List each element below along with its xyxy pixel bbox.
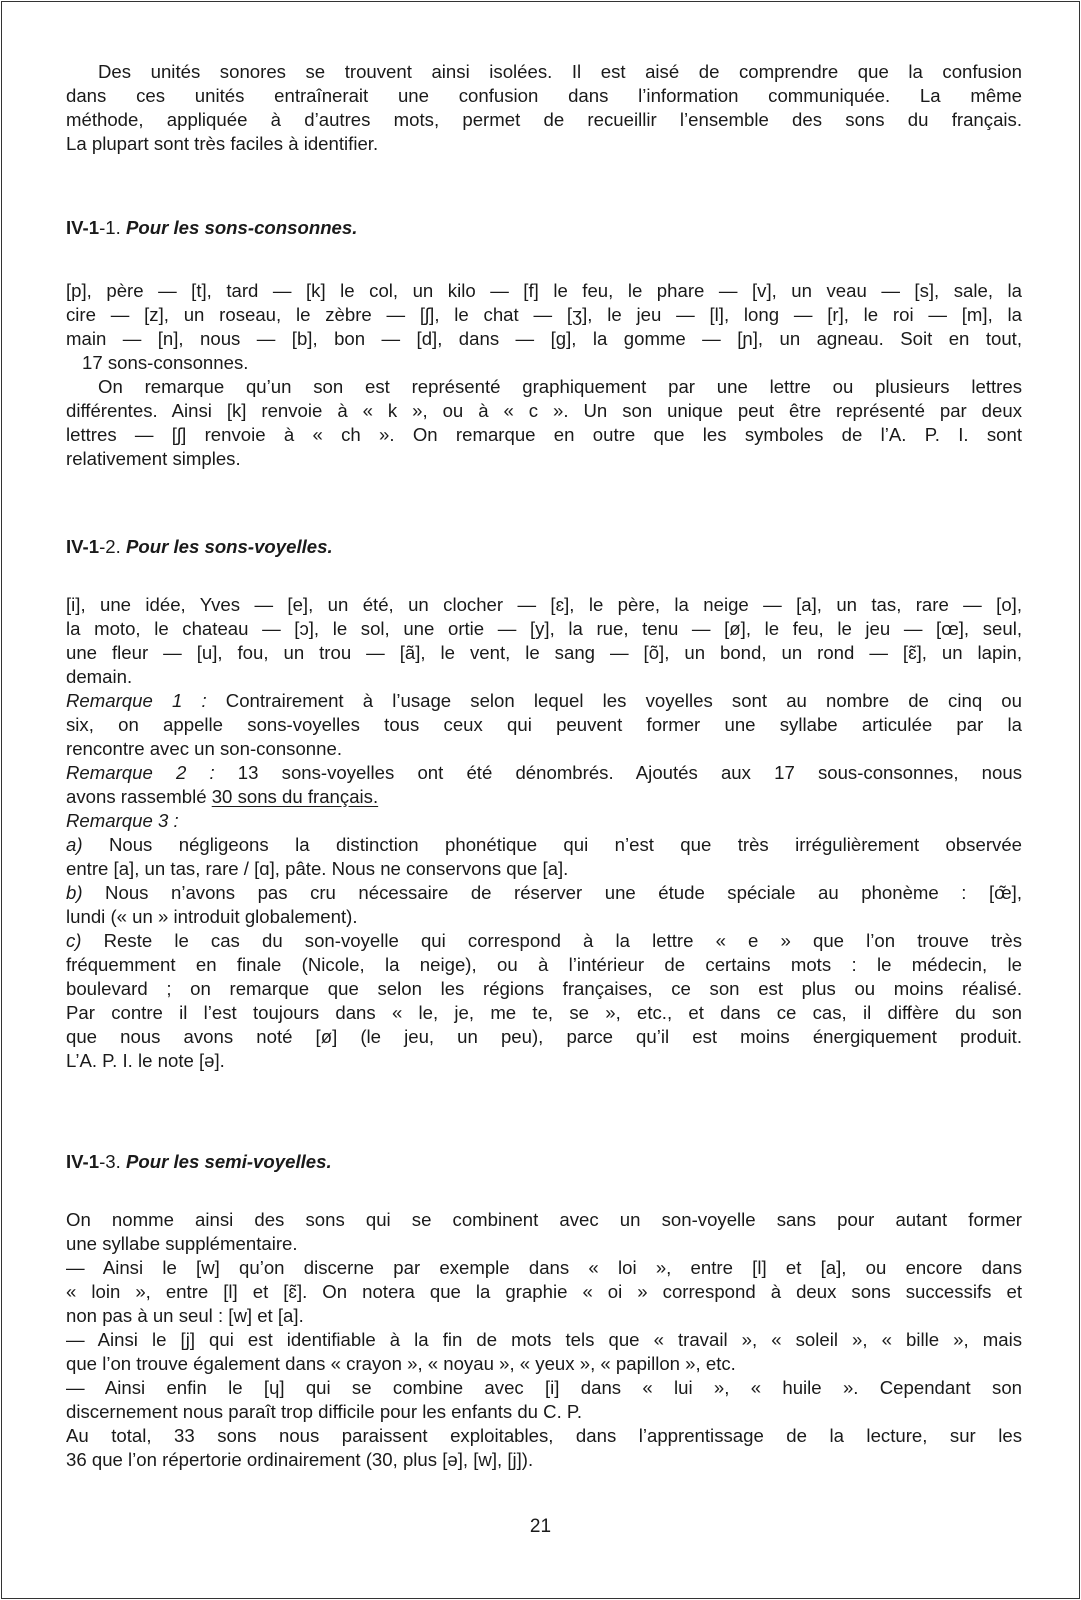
text-line xyxy=(66,327,1022,351)
line-text: Contrairement à l’usage selon lequel les voyelles sont au nombre de cinq ou xyxy=(206,690,1022,711)
remark-label: Remarque 3 : xyxy=(66,810,179,831)
text-line xyxy=(66,1352,1022,1376)
text-line xyxy=(66,953,1022,977)
line-text: méthode, appliquée à d’autres mots, permet de recueillir l’ensemble des sons du français. xyxy=(66,109,1022,130)
text-line xyxy=(66,1208,1022,1232)
underlined-text: 30 sons du français. xyxy=(211,786,379,807)
line-text: [i], une idée, Yves — [e], un été, un clocher — [ɛ], le père, la neige — [a], un tas, rare — [o], xyxy=(66,594,1022,615)
line-text: Nous n’avons pas cru nécessaire de réserver une étude spéciale au phonème : [œ̃], xyxy=(82,882,1022,903)
line-text: 17 sons-consonnes. xyxy=(82,352,249,373)
line-text: une fleur — [u], fou, un trou — [ã], le vent, le sang — [õ], un bond, un rond — [ɛ̃], un lapin, xyxy=(66,642,1022,663)
text-line xyxy=(66,447,1022,471)
text-line xyxy=(66,1256,1022,1280)
remark-label: c) xyxy=(66,930,82,951)
heading-title: Pour les sons-voyelles. xyxy=(125,536,333,557)
text-line xyxy=(66,375,1022,399)
line-text: relativement simples. xyxy=(66,448,241,469)
line-text: que l’on trouve également dans « crayon », « noyau », « yeux », « papillon », etc. xyxy=(66,1353,736,1374)
intro-paragraph xyxy=(66,60,1022,156)
line-text: main — [n], nous — [b], bon — [d], dans — [g], la gomme — [ɲ], un agneau. Soit en tout, xyxy=(66,328,1022,349)
text-line xyxy=(66,881,1022,905)
text-line xyxy=(66,689,1022,713)
line-text: non pas à un seul : [w] et [a]. xyxy=(66,1305,304,1326)
text-line xyxy=(66,1400,1022,1424)
text-line xyxy=(66,279,1022,303)
text-line xyxy=(66,1280,1022,1304)
line-text: Reste le cas du son-voyelle qui correspond à la lettre « e » que l’on trouve très xyxy=(81,930,1022,951)
text-line xyxy=(66,1328,1022,1352)
line-text: — Ainsi le [j] qui est identifiable à la fin de mots tels que « travail », « soleil », « bille », mais xyxy=(66,1329,1022,1350)
heading-subnumber: -2. xyxy=(99,536,121,557)
text-line xyxy=(66,423,1022,447)
text-line xyxy=(66,1304,1022,1328)
text-line xyxy=(66,303,1022,327)
text-line xyxy=(66,399,1022,423)
line-text: cire — [z], un roseau, le zèbre — [ʃ], le chat — [ʒ], le jeu — [l], long — [r], le roi — [m], la xyxy=(66,304,1022,325)
text-line xyxy=(66,1448,1022,1472)
line-text: dans ces unités entraînerait une confusion dans l’information communiquée. La même xyxy=(66,85,1022,106)
line-text: [p], père — [t], tard — [k] le col, un kilo — [f] le feu, le phare — [v], un veau — [s], sale, la xyxy=(66,280,1022,301)
line-text: La plupart sont très faciles à identifier. xyxy=(66,133,379,154)
heading-subnumber: -3. xyxy=(99,1151,121,1172)
text-line xyxy=(66,351,1022,375)
text-line xyxy=(66,1424,1022,1448)
text-line xyxy=(66,617,1022,641)
text-line xyxy=(66,1376,1022,1400)
line-text: rencontre avec un son-consonne. xyxy=(66,738,342,759)
line-text: 36 que l’on répertorie ordinairement (30, plus [ə], [w], [j]). xyxy=(66,1449,534,1470)
line-text: la moto, le chateau — [ɔ], le sol, une ortie — [y], la rue, tenu — [ø], le feu, le jeu — [œ], seul, xyxy=(66,618,1022,639)
text-line xyxy=(66,713,1022,737)
text-line xyxy=(66,1232,1022,1256)
line-text: « loin », entre [l] et [ɛ̃]. On notera que la graphie « oi » correspond à deux sons successifs et xyxy=(66,1281,1022,1302)
text-line xyxy=(66,929,1022,953)
line-text: boulevard ; on remarque que selon les régions françaises, ce son est plus ou moins réalisé. xyxy=(66,978,1022,999)
line-text: demain. xyxy=(66,666,133,687)
line-text: — Ainsi le [w] qu’on discerne par exemple dans « loi », entre [l] et [a], ou encore dans xyxy=(66,1257,1022,1278)
line-text: lettres — [ʃ] renvoie à « ch ». On remarque en outre que les symboles de l’A. P. I. sont xyxy=(66,424,1022,445)
text-line xyxy=(66,1049,1022,1073)
text-line xyxy=(66,905,1022,929)
text-line xyxy=(66,60,1022,84)
line-text: On remarque qu’un son est représenté graphiquement par une lettre ou plusieurs lettres xyxy=(98,376,1022,397)
line-text: fréquemment en finale (Nicole, la neige), ou à l’intérieur de certains mots : le médecin, le xyxy=(66,954,1022,975)
text-line xyxy=(66,977,1022,1001)
text-line xyxy=(66,1025,1022,1049)
line-text: L’A. P. I. le note [ə]. xyxy=(66,1050,225,1071)
text-line xyxy=(66,761,1022,785)
page-number: 21 xyxy=(529,1516,552,1537)
line-text: six, on appelle sons-voyelles tous ceux qui peuvent former une syllabe articulée par la xyxy=(66,714,1022,735)
text-line xyxy=(66,132,1022,156)
text-line xyxy=(66,857,1022,881)
heading-subnumber: -1. xyxy=(99,217,121,238)
line-text: Au total, 33 sons nous paraissent exploitables, dans l’apprentissage de la lecture, sur les xyxy=(66,1425,1022,1446)
line-text: Par contre il l’est toujours dans « le, je, me te, se », etc., et dans ce cas, il diffère du son xyxy=(66,1002,1022,1023)
section-body-semi-voyelles xyxy=(66,1208,1022,1472)
line-text: que nous avons noté [ø] (le jeu, un peu), parce qu’il est moins énergiquement produit. xyxy=(66,1026,1022,1047)
text-line xyxy=(66,833,1022,857)
line-text: On nomme ainsi des sons qui se combinent avec un son-voyelle sans pour autant former xyxy=(66,1209,1022,1230)
line-text: — Ainsi enfin le [ɥ] qui se combine avec [i] dans « lui », « huile ». Cependant son xyxy=(66,1377,1022,1398)
text-line xyxy=(66,785,1022,809)
section-heading-semi-voyelles xyxy=(66,1150,332,1174)
line-text: 13 sons-voyelles ont été dénombrés. Ajoutés aux 17 sous-consonnes, nous xyxy=(214,762,1022,783)
remark-label: Remarque 1 : xyxy=(66,690,207,711)
text-line xyxy=(66,737,1022,761)
line-text: différentes. Ainsi [k] renvoie à « k », ou à « c ». Un son unique peut être représenté par deux xyxy=(66,400,1022,421)
text-line xyxy=(66,84,1022,108)
text-line xyxy=(66,809,1022,833)
section-body-voyelles xyxy=(66,593,1022,1073)
heading-title: Pour les sons-consonnes. xyxy=(125,217,358,238)
line-text: lundi (« un » introduit globalement). xyxy=(66,906,358,927)
line-text: Des unités sonores se trouvent ainsi isolées. Il est aisé de comprendre que la confusion xyxy=(98,61,1022,82)
line-text: discernement nous paraît trop difficile pour les enfants du C. P. xyxy=(66,1401,583,1422)
line-text: une syllabe supplémentaire. xyxy=(66,1233,298,1254)
text-line xyxy=(66,641,1022,665)
section-heading-voyelles xyxy=(66,535,333,559)
text-line xyxy=(66,593,1022,617)
remark-label: Remarque 2 : xyxy=(66,762,215,783)
section-heading-consonnes xyxy=(66,216,357,240)
heading-number: IV-1 xyxy=(66,217,100,238)
heading-title: Pour les semi-voyelles. xyxy=(125,1151,332,1172)
remark-label: a) xyxy=(66,834,83,855)
line-text: avons rassemblé xyxy=(66,786,212,807)
text-line xyxy=(66,1001,1022,1025)
heading-number: IV-1 xyxy=(66,536,100,557)
section-body-consonnes xyxy=(66,279,1022,471)
line-text: entre [a], un tas, rare / [ɑ], pâte. Nous ne conservons que [a]. xyxy=(66,858,569,879)
remark-label: b) xyxy=(66,882,83,903)
heading-number: IV-1 xyxy=(66,1151,100,1172)
text-line xyxy=(66,108,1022,132)
line-text: Nous négligeons la distinction phonétique qui n’est que très irrégulièrement observée xyxy=(82,834,1022,855)
text-line xyxy=(66,665,1022,689)
